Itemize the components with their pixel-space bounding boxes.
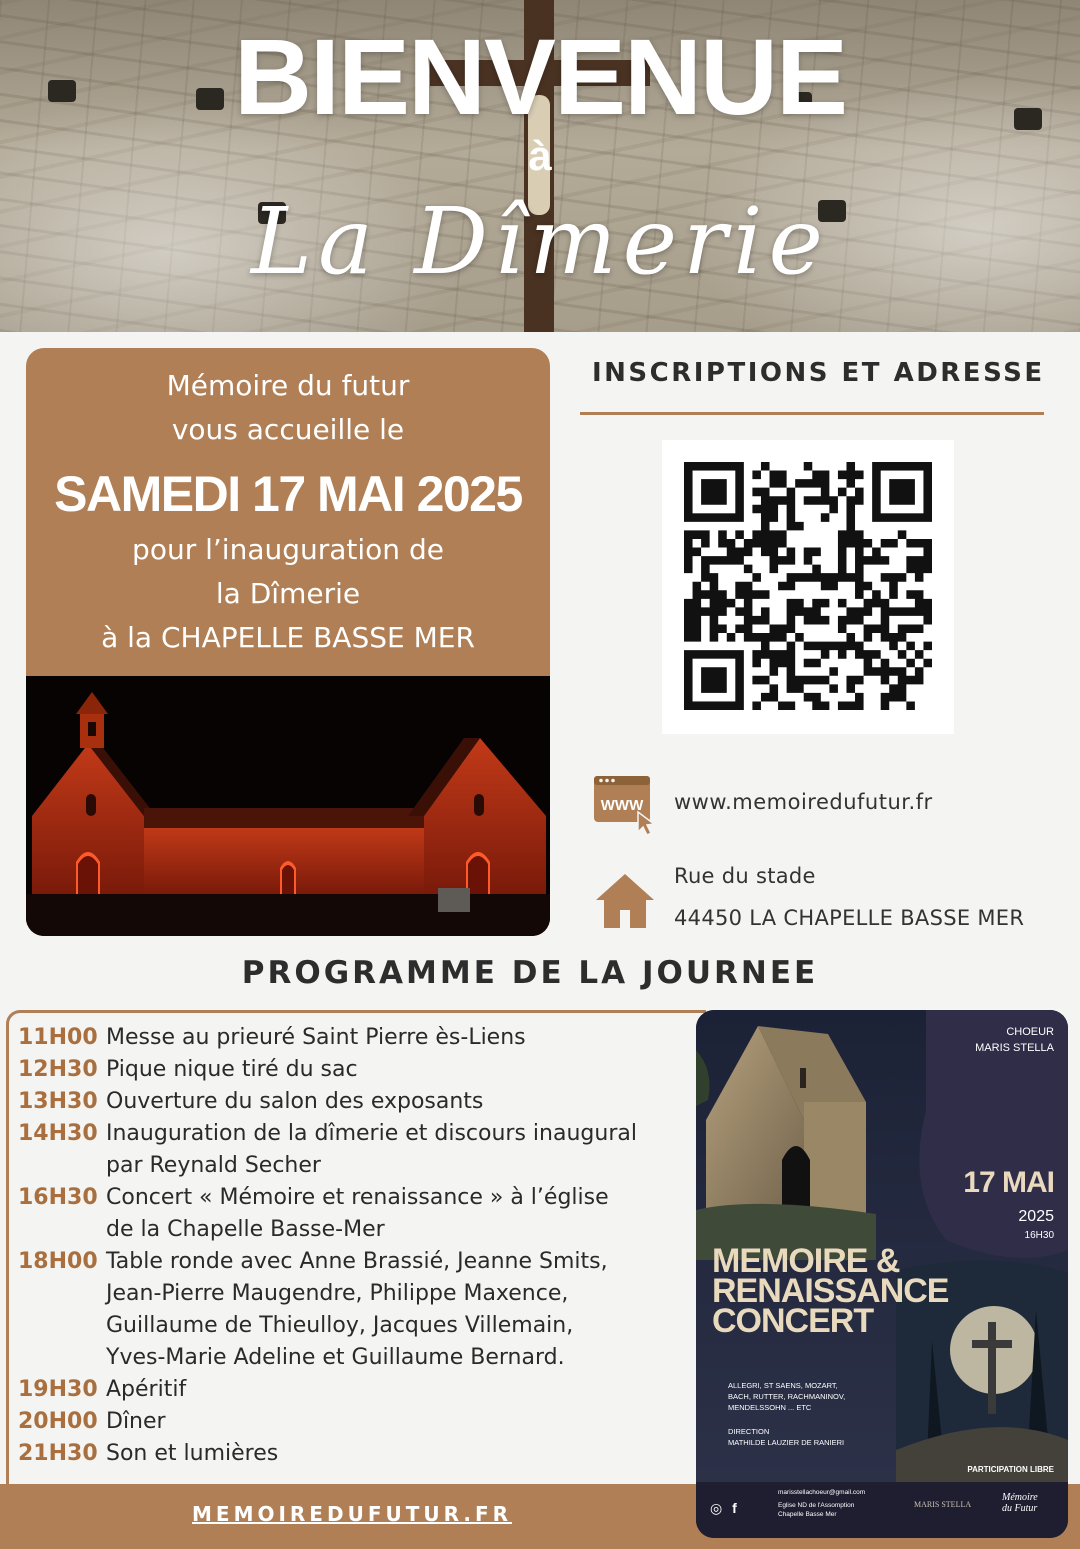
- header-hero: [0, 0, 1080, 332]
- page-title: BIENVENUE: [233, 16, 847, 137]
- programme-desc: [106, 1182, 698, 1246]
- programme-line: Apéritif: [106, 1377, 187, 1402]
- programme-line: Inauguration de la dîmerie et discours inaugural: [106, 1121, 637, 1146]
- programme-title: PROGRAMME DE LA JOURNEE: [241, 955, 819, 991]
- address-street: Rue du stade: [674, 864, 816, 888]
- programme-item: [18, 1246, 698, 1374]
- poster-email: marisstellachoeur@gmail.com: [778, 1489, 866, 1496]
- logo-line: Mémoire: [1002, 1492, 1038, 1503]
- programme-desc: [106, 1086, 698, 1118]
- sub-line: à la CHAPELLE BASSE MER: [101, 621, 475, 654]
- programme-desc: [106, 1118, 698, 1182]
- programme-time: 14H30: [18, 1121, 98, 1146]
- programme-time: 18H00: [18, 1249, 98, 1274]
- programme-item: [18, 1054, 698, 1086]
- programme-item: [18, 1182, 698, 1246]
- title-connector: à: [528, 132, 552, 179]
- qr-finder-pattern: [872, 462, 932, 522]
- programme-time: 12H30: [18, 1057, 98, 1082]
- programme-list: [18, 1022, 698, 1470]
- programme-line: Son et lumières: [106, 1441, 279, 1466]
- intro-line: vous accueille le: [171, 413, 405, 446]
- programme-line: Guillaume de Thieulloy, Jacques Villemain,: [106, 1313, 574, 1338]
- poster-social: [710, 1500, 737, 1517]
- poster-title-line: CONCERT: [712, 1302, 874, 1340]
- memoire-du-futur-logo: [1002, 1492, 1038, 1514]
- programme-desc: [106, 1374, 698, 1406]
- programme-time: 21H30: [18, 1441, 98, 1466]
- logo-line: du Futur: [1002, 1503, 1038, 1514]
- address-city: 44450 LA CHAPELLE BASSE MER: [674, 906, 1025, 930]
- programme-time: 16H30: [18, 1185, 98, 1210]
- intro-line: Mémoire du futur: [166, 369, 410, 402]
- composer-line: MENDELSSOHN ... ETC: [728, 1403, 812, 1412]
- poster-venue-line: Eglise ND de l'Assomption: [778, 1502, 855, 1509]
- programme-time: 11H00: [18, 1025, 98, 1050]
- director-name: MATHILDE LAUZIER DE RANIERI: [728, 1438, 845, 1447]
- qr-code-image: [684, 462, 932, 710]
- poster-direction: [728, 1426, 844, 1448]
- maris-stella-logo: MARIS STELLA: [914, 1500, 972, 1509]
- poster-choir-line: CHOEUR: [1006, 1026, 1054, 1038]
- divider: [580, 412, 1044, 415]
- programme-line: Table ronde avec Anne Brassié, Jeanne Smits,: [106, 1249, 608, 1274]
- poster-venue-line: Chapelle Basse Mer: [778, 1511, 837, 1518]
- chapel-night-image: [26, 676, 550, 936]
- programme-line: Dîner: [106, 1409, 166, 1434]
- concert-poster: [696, 1010, 1068, 1538]
- poster-title-line: MEMOIRE &: [712, 1242, 900, 1280]
- facebook-icon[interactable]: f: [732, 1500, 737, 1516]
- instagram-icon[interactable]: ◎: [710, 1500, 723, 1516]
- programme-item: [18, 1438, 698, 1470]
- composer-line: BACH, RUTTER, RACHMANINOV,: [728, 1392, 846, 1401]
- poster-choir-line: MARIS STELLA: [975, 1042, 1054, 1054]
- programme-time: 19H30: [18, 1377, 98, 1402]
- poster-date: 17 MAI: [963, 1166, 1054, 1199]
- qr-finder-pattern: [684, 462, 744, 522]
- poster-title-line: RENAISSANCE: [712, 1272, 949, 1310]
- programme-desc: [106, 1054, 698, 1086]
- poster-contact: [778, 1488, 865, 1519]
- sub-line: la Dîmerie: [215, 577, 361, 610]
- poster-year: 2025: [1018, 1208, 1054, 1225]
- website-link[interactable]: www.memoiredufutur.fr: [674, 790, 933, 814]
- welcome-intro: [26, 364, 550, 452]
- poster-composers: [728, 1380, 888, 1413]
- poster-hour: 16H30: [1024, 1230, 1054, 1241]
- programme-item: [18, 1406, 698, 1438]
- sub-line: pour l’inauguration de: [132, 533, 444, 566]
- programme-item: [18, 1374, 698, 1406]
- programme-line: Messe au prieuré Saint Pierre ès-Liens: [106, 1025, 526, 1050]
- inscriptions-title: INSCRIPTIONS ET ADRESSE: [592, 358, 1045, 388]
- programme-desc: [106, 1022, 698, 1054]
- programme-line: Jean-Pierre Maugendre, Philippe Maxence,: [106, 1281, 569, 1306]
- programme-time: 13H30: [18, 1089, 98, 1114]
- programme-line: Ouverture du salon des exposants: [106, 1089, 484, 1114]
- event-date: SAMEDI 17 MAI 2025: [54, 466, 522, 522]
- direction-label: DIRECTION: [728, 1427, 770, 1436]
- programme-item: [18, 1022, 698, 1054]
- composer-line: ALLEGRI, ST SAENS, MOZART,: [728, 1381, 838, 1390]
- programme-desc: [106, 1438, 698, 1470]
- programme-item: [18, 1086, 698, 1118]
- programme-line: Concert « Mémoire et renaissance » à l’église: [106, 1185, 609, 1210]
- welcome-box: [26, 348, 550, 936]
- script-title: La Dîmerie: [251, 188, 829, 295]
- qr-code[interactable]: [662, 440, 954, 734]
- programme-desc: [106, 1246, 698, 1374]
- poster-choir: [975, 1024, 1054, 1056]
- poster-participation: PARTICIPATION LIBRE: [967, 1465, 1054, 1474]
- footer-website-link[interactable]: MEMOIREDUFUTUR.FR: [192, 1502, 513, 1526]
- www-icon-label: WWW: [600, 797, 644, 814]
- welcome-sub: [26, 528, 550, 660]
- programme-line: par Reynald Secher: [106, 1153, 321, 1178]
- programme-line: de la Chapelle Basse-Mer: [106, 1217, 385, 1242]
- programme-item: [18, 1118, 698, 1182]
- home-icon: [594, 872, 656, 934]
- qr-finder-pattern: [684, 650, 744, 710]
- programme-line: Yves-Marie Adeline et Guillaume Bernard.: [106, 1345, 565, 1370]
- programme-time: 20H00: [18, 1409, 98, 1434]
- chapel-illustration: [26, 676, 550, 936]
- programme-desc: [106, 1406, 698, 1438]
- poster-title: [712, 1242, 1052, 1340]
- programme-line: Pique nique tiré du sac: [106, 1057, 358, 1082]
- www-icon: [592, 772, 658, 840]
